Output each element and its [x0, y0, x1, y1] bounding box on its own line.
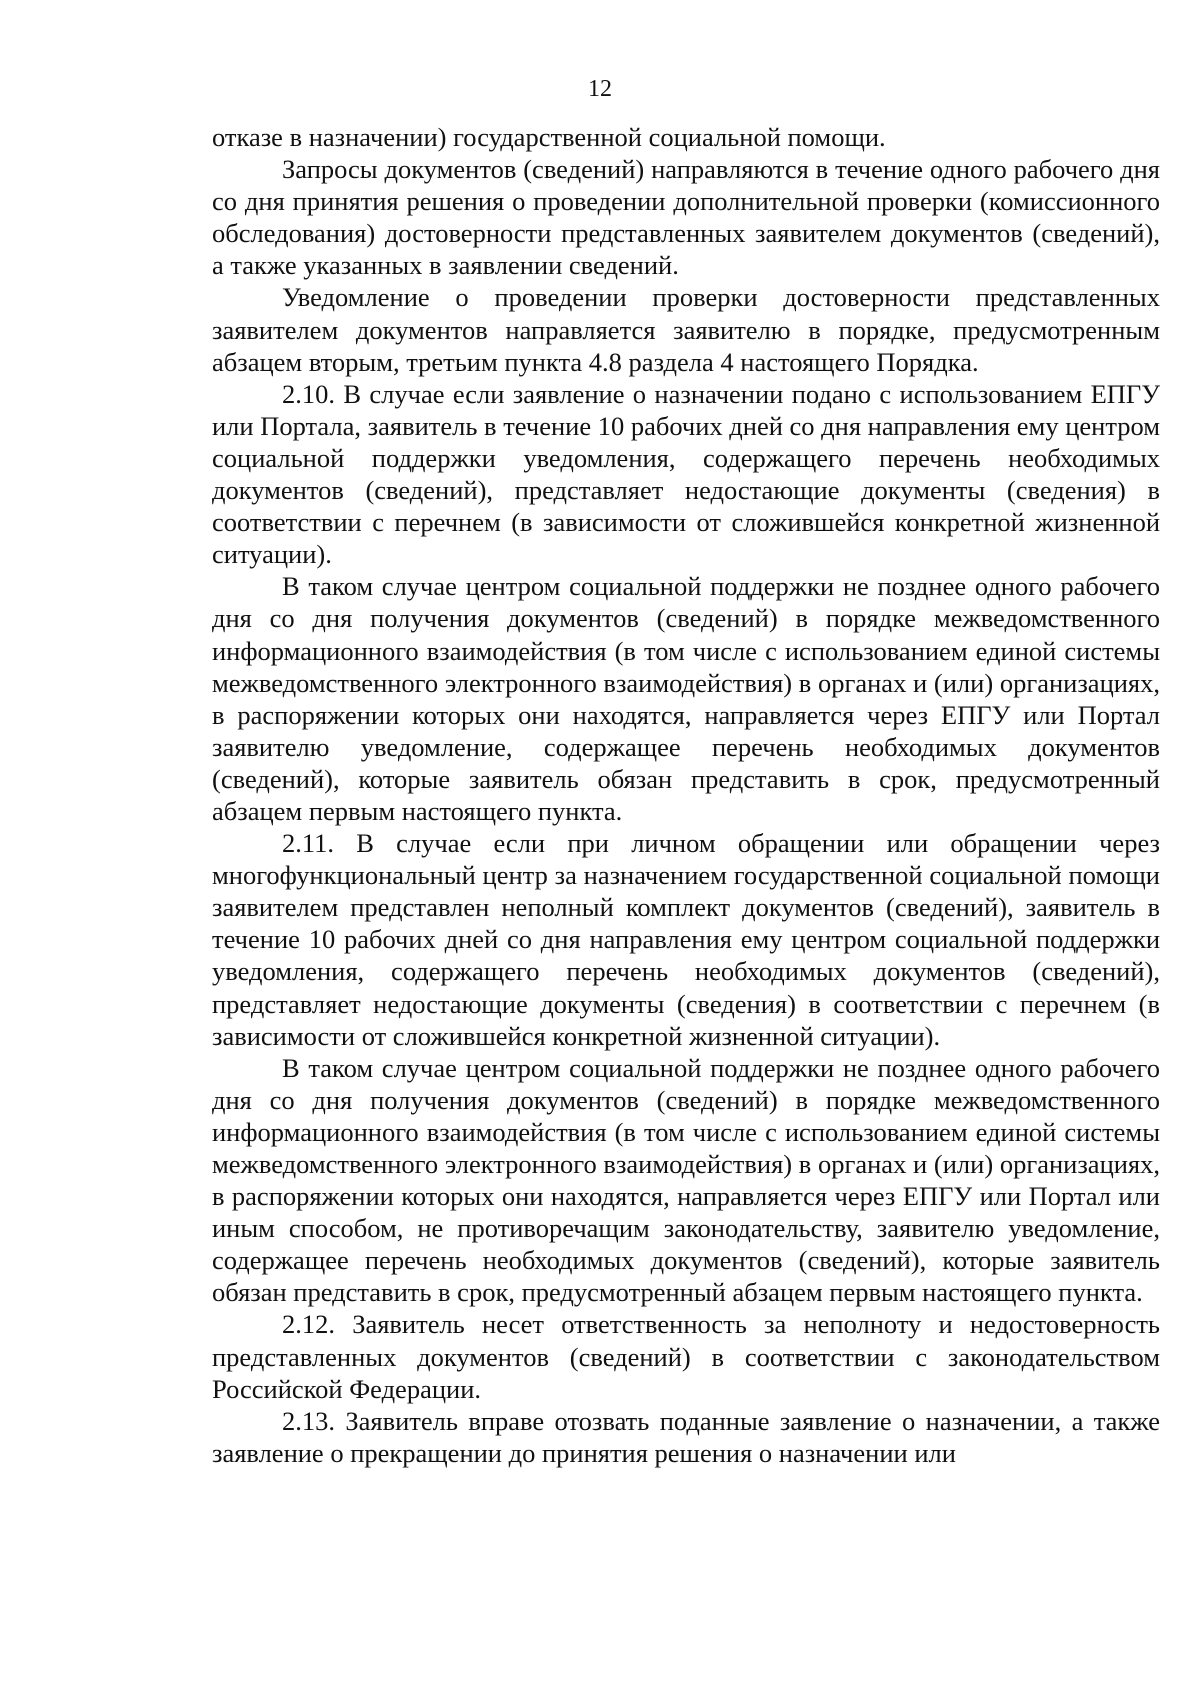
paragraph-document-requests: Запросы документов (сведений) направляются в течение одного рабочего дня со дня принятия решения о проведении дополнительной проверки (комиссионного обследования) достоверности представленных заявителем документов (сведений), а также указанных в заявлении сведений.	[212, 154, 1160, 281]
paragraph-2-11-interagency: В таком случае центром социальной поддержки не позднее одного рабочего дня со дня получения документов (сведений) в порядке межведомственного информационного взаимодействия (в том числе с использованием единой системы межведомственного электронного взаимодействия) в органах и (или) организациях, в распоряжении которых они находятся, направляется через ЕПГУ или Портал или иным способом, не противоречащим законодательству, заявителю уведомление, содержащее перечень необходимых документов (сведений), которые заявитель обязан представить в срок, предусмотренный абзацем первым настоящего пункта.	[212, 1052, 1160, 1308]
paragraph-2-10-interagency: В таком случае центром социальной поддержки не позднее одного рабочего дня со дня получения документов (сведений) в порядке межведомственного информационного взаимодействия (в том числе с использованием единой системы межведомственного электронного взаимодействия) в органах и (или) организациях, в распоряжении которых они находятся, направляется через ЕПГУ или Портал заявителю уведомление, содержащее перечень необходимых документов (сведений), которые заявитель обязан представить в срок, предусмотренный абзацем первым настоящего пункта.	[212, 571, 1160, 826]
paragraph-continuation: отказе в назначении) государственной социальной помощи.	[212, 122, 886, 152]
document-body	[212, 121, 1160, 1469]
paragraph-2-10: 2.10. В случае если заявление о назначении подано с использованием ЕПГУ или Портала, заявитель в течение 10 рабочих дней со дня направления ему центром социальной поддержки уведомления, содержащего перечень необходимых документов (сведений), представляет недостающие документы (сведения) в соответствии с перечнем (в зависимости от сложившейся конкретной жизненной ситуации).	[212, 378, 1160, 570]
page-number: 12	[588, 76, 612, 102]
paragraph-verification-notice: Уведомление о проведении проверки достоверности представленных заявителем документов направляется заявителю в порядке, предусмотренным абзацем вторым, третьим пункта 4.8 раздела 4 настоящего Порядка.	[212, 282, 1160, 377]
paragraph-2-12: 2.12. Заявитель несет ответственность за неполноту и недостоверность представленных документов (сведений) в соответствии с законодательством Российской Федерации.	[212, 1309, 1160, 1404]
paragraph-2-11: 2.11. В случае если при личном обращении или обращении через многофункциональный центр за назначением государственной социальной помощи заявителем представлен неполный комплект документов (сведений), заявитель в течение 10 рабочих дней со дня направления ему центром социальной поддержки уведомления, содержащего перечень необходимых документов (сведений), представляет недостающие документы (сведения) в соответствии с перечнем (в зависимости от сложившейся конкретной жизненной ситуации).	[212, 828, 1160, 1051]
paragraph-2-13: 2.13. Заявитель вправе отозвать поданные заявление о назначении, а также заявление о прекращении до принятия решения о назначении или	[212, 1405, 1160, 1468]
